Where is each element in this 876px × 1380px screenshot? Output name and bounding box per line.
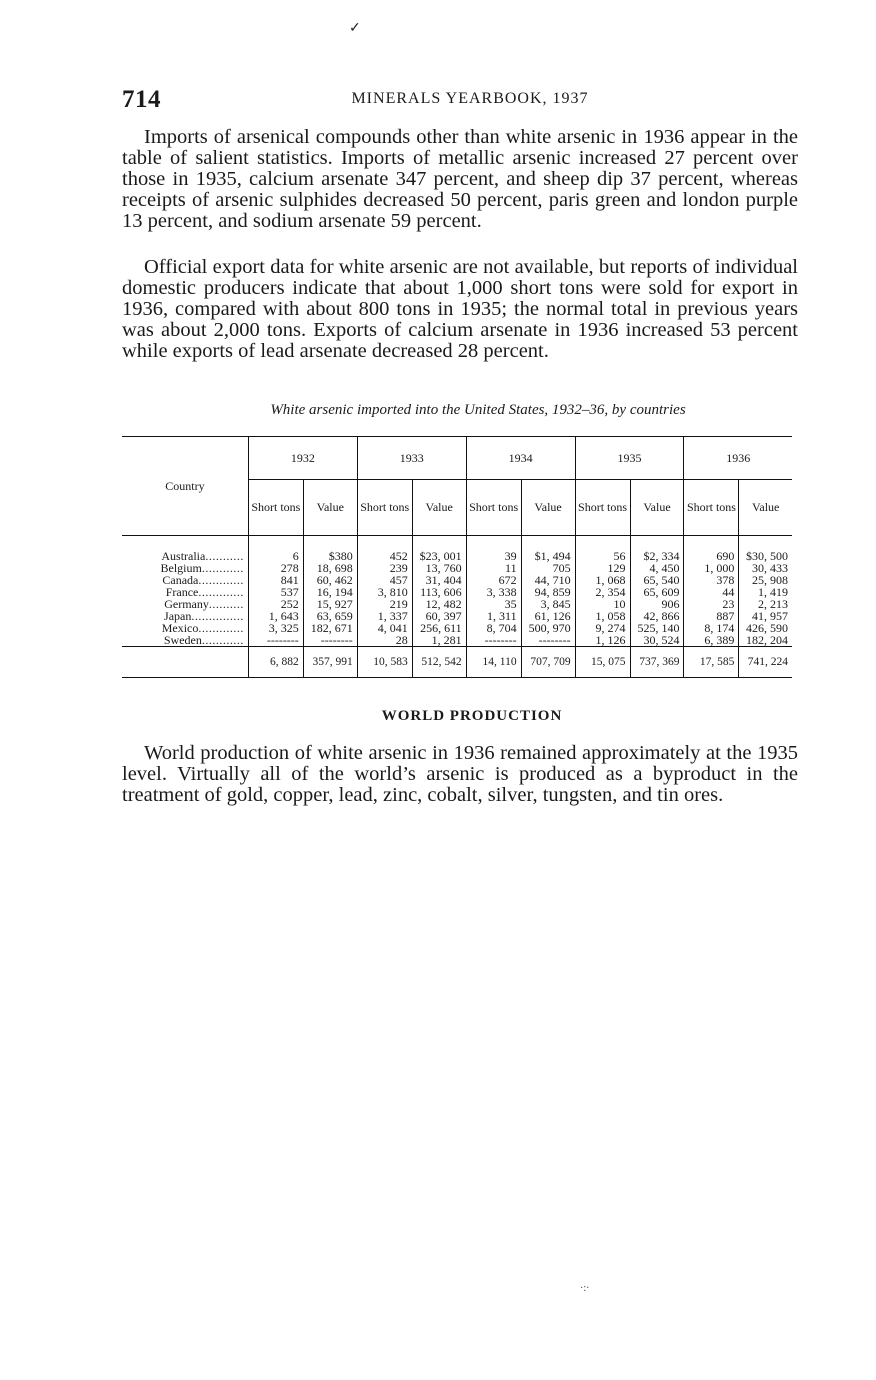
total-short-tons-cell: 10, 583 <box>357 647 412 678</box>
short-tons-header: Short tons <box>575 480 630 536</box>
paragraph-exports: Official export data for white arsenic are not available, but reports of individual domestic producers indicate that about 1,000 short tons were sold for export in 1936, compared with about 800 tons in 1935; the normal total in previous years was about 2,000 tons. Exports of calcium arsenate in 1936 increased 53 percent while exports of lead arsenate decreased 28 percent. <box>122 256 798 362</box>
value-cell: 31, 404 <box>412 574 466 586</box>
paragraph-imports: Imports of arsenical compounds other than white arsenic in 1936 appear in the table of salient statistics. Imports of metallic arsenic increased 27 percent over those in 1935, calcium arsenate 347 percent, and sheep dip 37 percent, whereas receipts of arsenic sulphides decreased 50 percent, paris green and london purple 13 percent, and sodium arsenate 59 percent. <box>122 126 798 232</box>
value-header: Value <box>303 480 357 536</box>
dot-leader: ............. <box>198 621 244 635</box>
total-short-tons-cell: 6, 882 <box>248 647 303 678</box>
short-tons-cell: -------- <box>466 634 521 647</box>
short-tons-cell: 239 <box>357 562 412 574</box>
value-header: Value <box>739 480 792 536</box>
total-label-cell <box>122 647 248 678</box>
country-name: Japan <box>164 609 192 623</box>
total-short-tons-cell: 14, 110 <box>466 647 521 678</box>
short-tons-cell: 1, 058 <box>575 610 630 622</box>
short-tons-cell: 129 <box>575 562 630 574</box>
short-tons-cell: 841 <box>248 574 303 586</box>
value-cell: 25, 908 <box>739 574 792 586</box>
value-cell: $30, 500 <box>739 550 792 562</box>
short-tons-cell: 672 <box>466 574 521 586</box>
country-cell <box>122 634 248 647</box>
country-column-header: Country <box>122 437 248 536</box>
short-tons-cell: 1, 126 <box>575 634 630 647</box>
country-name: Mexico <box>161 621 199 635</box>
short-tons-cell: 457 <box>357 574 412 586</box>
running-title: MINERALS YEARBOOK, 1937 <box>351 90 589 107</box>
short-tons-cell: 378 <box>684 574 739 586</box>
short-tons-cell: 6 <box>248 550 303 562</box>
value-cell: 906 <box>630 598 684 610</box>
value-cell: 44, 710 <box>521 574 575 586</box>
value-cell: 13, 760 <box>412 562 466 574</box>
value-cell: 426, 590 <box>739 622 792 634</box>
value-cell: 65, 609 <box>630 586 684 598</box>
short-tons-header: Short tons <box>248 480 303 536</box>
value-cell: $1, 494 <box>521 550 575 562</box>
value-cell: 705 <box>521 562 575 574</box>
value-cell: 18, 698 <box>303 562 357 574</box>
value-cell: 256, 611 <box>412 622 466 634</box>
short-tons-cell: 690 <box>684 550 739 562</box>
short-tons-cell: 9, 274 <box>575 622 630 634</box>
value-cell: 12, 482 <box>412 598 466 610</box>
total-row <box>122 647 792 678</box>
value-cell: 94, 859 <box>521 586 575 598</box>
country-name: France <box>165 585 199 599</box>
country-name: Sweden <box>163 633 202 647</box>
value-cell: 41, 957 <box>739 610 792 622</box>
short-tons-cell: 537 <box>248 586 303 598</box>
short-tons-cell: 219 <box>357 598 412 610</box>
value-cell: 16, 194 <box>303 586 357 598</box>
short-tons-cell: 8, 704 <box>466 622 521 634</box>
short-tons-cell: 1, 068 <box>575 574 630 586</box>
value-cell: 30, 433 <box>739 562 792 574</box>
country-name: Belgium <box>160 561 202 575</box>
total-value-cell: 357, 991 <box>303 647 357 678</box>
value-header: Value <box>521 480 575 536</box>
short-tons-cell: 452 <box>357 550 412 562</box>
dot-leader: ............... <box>191 609 244 623</box>
total-value-cell: 737, 369 <box>630 647 684 678</box>
year-header: 1935 <box>575 437 684 480</box>
short-tons-cell: 44 <box>684 586 739 598</box>
year-header: 1932 <box>248 437 357 480</box>
value-cell: 182, 671 <box>303 622 357 634</box>
short-tons-cell: -------- <box>248 634 303 647</box>
dot-leader: ............. <box>198 573 244 587</box>
short-tons-cell: 278 <box>248 562 303 574</box>
short-tons-cell: 3, 338 <box>466 586 521 598</box>
year-header: 1936 <box>684 437 792 480</box>
short-tons-header: Short tons <box>466 480 521 536</box>
value-cell: 60, 462 <box>303 574 357 586</box>
short-tons-cell: 2, 354 <box>575 586 630 598</box>
value-cell: 63, 659 <box>303 610 357 622</box>
year-header: 1933 <box>357 437 466 480</box>
page-header <box>122 86 798 116</box>
short-tons-cell: 4, 041 <box>357 622 412 634</box>
country-name: Australia <box>161 549 206 563</box>
total-value-cell: 707, 709 <box>521 647 575 678</box>
year-header: 1934 <box>466 437 575 480</box>
short-tons-cell: 35 <box>466 598 521 610</box>
short-tons-cell: 8, 174 <box>684 622 739 634</box>
short-tons-cell: 3, 325 <box>248 622 303 634</box>
value-cell: 2, 213 <box>739 598 792 610</box>
total-value-cell: 512, 542 <box>412 647 466 678</box>
section-title: WORLD PRODUCTION <box>381 708 563 724</box>
value-cell: -------- <box>521 634 575 647</box>
print-mark: ✓ <box>349 21 361 36</box>
value-cell: 30, 524 <box>630 634 684 647</box>
short-tons-cell: 1, 311 <box>466 610 521 622</box>
value-cell: 3, 845 <box>521 598 575 610</box>
value-cell: 42, 866 <box>630 610 684 622</box>
value-cell: 60, 397 <box>412 610 466 622</box>
value-header: Value <box>630 480 684 536</box>
short-tons-cell: 10 <box>575 598 630 610</box>
short-tons-cell: 6, 389 <box>684 634 739 647</box>
value-cell: $2, 334 <box>630 550 684 562</box>
value-cell: 15, 927 <box>303 598 357 610</box>
short-tons-cell: 56 <box>575 550 630 562</box>
value-cell: $380 <box>303 550 357 562</box>
short-tons-header: Short tons <box>357 480 412 536</box>
short-tons-cell: 887 <box>684 610 739 622</box>
country-name: Germany <box>164 597 209 611</box>
short-tons-cell: 11 <box>466 562 521 574</box>
value-cell: 4, 450 <box>630 562 684 574</box>
dot-leader: ............ <box>201 561 244 575</box>
total-value-cell: 741, 224 <box>739 647 792 678</box>
scan-speck: ·:· <box>580 1283 590 1294</box>
short-tons-cell: 1, 643 <box>248 610 303 622</box>
total-short-tons-cell: 15, 075 <box>575 647 630 678</box>
short-tons-cell: 1, 337 <box>357 610 412 622</box>
dot-leader: ............. <box>198 585 244 599</box>
table-row <box>122 634 792 647</box>
value-cell: 182, 204 <box>739 634 792 647</box>
value-cell: $23, 001 <box>412 550 466 562</box>
dot-leader: ........... <box>205 549 244 563</box>
dot-leader: .......... <box>208 597 244 611</box>
value-cell: -------- <box>303 634 357 647</box>
dot-leader: ............ <box>201 633 244 647</box>
value-cell: 113, 606 <box>412 586 466 598</box>
table-caption: White arsenic imported into the United States, 1932–36, by countries <box>270 402 686 418</box>
value-cell: 500, 970 <box>521 622 575 634</box>
short-tons-cell: 1, 000 <box>684 562 739 574</box>
short-tons-cell: 39 <box>466 550 521 562</box>
value-cell: 65, 540 <box>630 574 684 586</box>
short-tons-cell: 3, 810 <box>357 586 412 598</box>
imports-table <box>122 436 792 678</box>
value-cell: 1, 281 <box>412 634 466 647</box>
total-short-tons-cell: 17, 585 <box>684 647 739 678</box>
short-tons-cell: 23 <box>684 598 739 610</box>
page-number: 714 <box>122 86 161 113</box>
short-tons-cell: 28 <box>357 634 412 647</box>
value-cell: 61, 126 <box>521 610 575 622</box>
short-tons-header: Short tons <box>684 480 739 536</box>
paragraph-world-production: World production of white arsenic in 1936 remained approximately at the 1935 level. Virtually all of the world’s arsenic is produced as a byproduct in the treatment of gold, copper, lead, zinc, cobalt, silver, tungsten, and tin ores. <box>122 742 798 806</box>
country-name: Canada <box>162 573 199 587</box>
value-cell: 1, 419 <box>739 586 792 598</box>
value-cell: 525, 140 <box>630 622 684 634</box>
value-header: Value <box>412 480 466 536</box>
short-tons-cell: 252 <box>248 598 303 610</box>
